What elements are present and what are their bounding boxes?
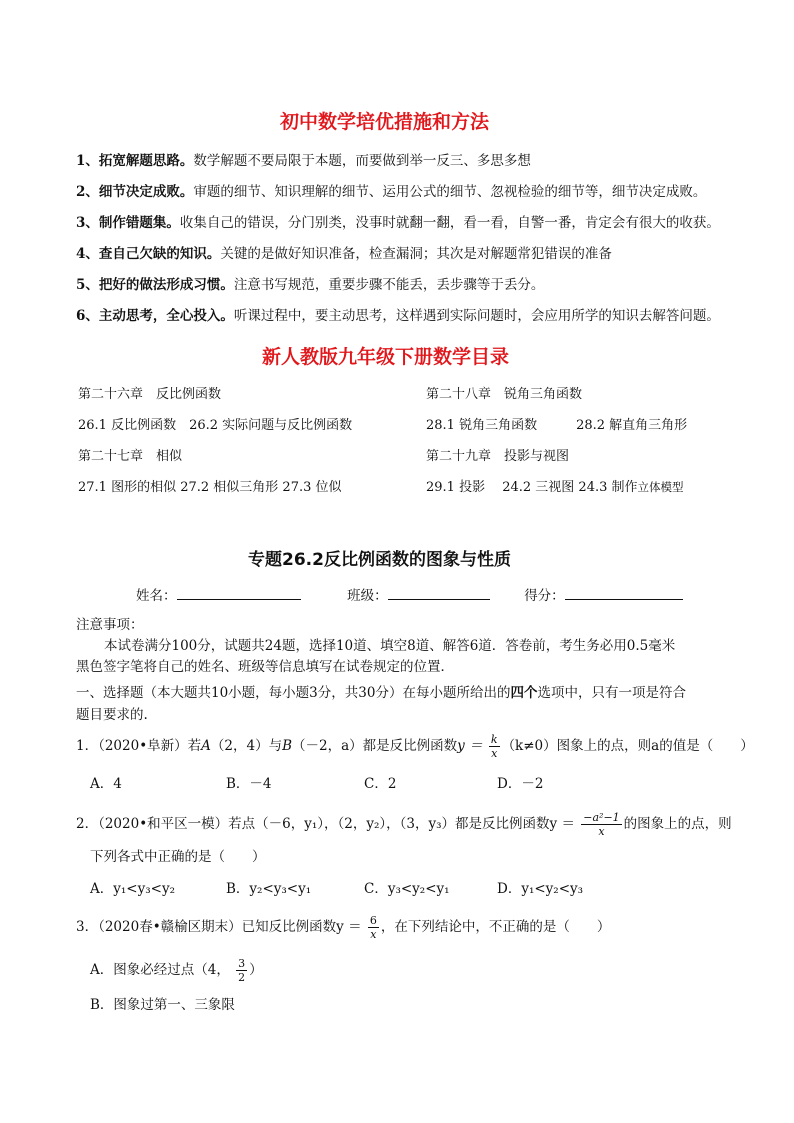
q3-option-b[interactable]: B．图象过第一、三象限	[90, 997, 235, 1013]
section-1-header	[76, 681, 686, 701]
q1-y-eq: y ＝	[457, 738, 483, 754]
toc-chapter-28: 第二十八章 锐角三角函数	[426, 387, 583, 402]
toc-chapter-26-sections: 26.1 反比例函数 26.2 实际问题与反比例函数	[78, 418, 353, 433]
info-row	[136, 584, 683, 604]
q1-cond: （k≠0）	[501, 738, 557, 754]
tip-5-text: 注意书写规范，重要步骤不能丢，丢步骤等于丢分。	[233, 277, 545, 293]
q1-point-b: B	[282, 738, 293, 754]
q1-point-a: A	[201, 738, 211, 754]
q2-frac-den: x	[598, 825, 605, 838]
toc-ch29-sections-main: 29.1 投影 24.2 三视图 24.3 制作	[426, 480, 638, 495]
tip-5-heading: 5、把好的做法形成习惯。	[76, 277, 234, 293]
q3-option-a[interactable]	[90, 957, 263, 984]
q3-option-a-frac-num: 3	[238, 957, 246, 970]
toc-chapter-26: 第二十六章 反比例函数	[78, 387, 222, 402]
tip-2-text: 审题的细节、知识理解的细节、运用公式的细节、忽视检验的细节等，细节决定成败。	[193, 184, 707, 200]
q1-text-b: 都是反比例函数	[362, 738, 458, 754]
section-1-header-plain: 一、选择题（本大题共10小题，每小题3分，共30分）在每小题所给出的	[76, 685, 511, 701]
q3-frac-den: x	[370, 928, 377, 941]
class-blank[interactable]	[388, 587, 490, 600]
tip-2-heading: 2、细节决定成败。	[76, 184, 194, 200]
tip-1-text: 数学解题不要局限于本题，而要做到举一反三、多思多想	[193, 153, 531, 169]
q3-option-a-close: ）	[249, 962, 263, 978]
question-2	[76, 811, 732, 838]
notes-line-1: 本试卷满分100分，试题共24题，选择10道、填空8道、解答6道．答卷前，考生务必用0.5毫米	[104, 638, 676, 654]
tip-4-heading: 4、查自己欠缺的知识。	[76, 246, 221, 262]
class-label: 班级：	[347, 588, 388, 604]
score-label: 得分：	[524, 588, 565, 604]
q1-number: 1．	[76, 738, 99, 754]
tip-item-3	[76, 211, 720, 231]
score-blank[interactable]	[565, 587, 683, 600]
q1-source: （2020•阜新）	[98, 738, 188, 754]
tip-3-heading: 3、制作错题集。	[76, 215, 180, 231]
tip-item-1	[76, 149, 531, 169]
name-label: 姓名：	[136, 588, 177, 604]
q1-text-a: 若	[187, 738, 202, 754]
toc-title: 新人教版九年级下册数学目录	[262, 346, 510, 368]
q1-frac-num: k	[490, 733, 498, 746]
q2-line-2: 下列各式中正确的是（ ）	[90, 849, 266, 865]
tip-item-5	[76, 273, 544, 293]
q2-text-a: 2．（2020•和平区一模）若点（－6，y₁），（2，y₂），（3，y₃）都是反比例函数y ＝	[76, 816, 575, 832]
tip-6-heading: 6、主动思考，全心投入。	[76, 308, 234, 324]
q2-frac-num: −a²−1	[583, 811, 620, 824]
notes-heading: 注意事项：	[76, 617, 144, 633]
name-blank[interactable]	[177, 587, 301, 600]
q3-option-a-text: A．图象必经过点（4，	[90, 962, 230, 978]
q3-text-a: 3．（2020春•赣榆区期末）已知反比例函数y ＝	[76, 919, 362, 935]
q2-fraction	[581, 811, 621, 838]
section-1-header-bold: 四个	[510, 685, 538, 701]
q2-option-d[interactable]: D．y₁<y₂<y₃	[497, 881, 584, 897]
q1-text-c: 图象上的点，则a的值是（ ）	[556, 738, 754, 754]
q1-option-d[interactable]: D．－2	[497, 776, 544, 792]
q1-coord-a: （2，4）与	[210, 738, 283, 754]
q2-option-a[interactable]: A．y₁<y₃<y₂	[90, 881, 175, 897]
q1-option-b[interactable]: B．－4	[226, 776, 272, 792]
question-3	[76, 914, 610, 941]
q2-option-b[interactable]: B．y₂<y₃<y₁	[226, 881, 312, 897]
tip-item-4	[76, 242, 612, 262]
q2-text-b: 的图象上的点，则	[623, 816, 732, 832]
q2-option-c[interactable]: C．y₃<y₂<y₁	[364, 881, 450, 897]
q3-text-b: ，在下列结论中，不正确的是（ ）	[380, 919, 611, 935]
q1-frac-den: x	[491, 747, 498, 760]
q3-option-a-frac-den: 2	[238, 971, 246, 984]
exam-title: 专题26.2反比例函数的图象与性质	[248, 550, 511, 570]
tip-1-heading: 1、拓宽解题思路。	[76, 153, 194, 169]
toc-chapter-27: 第二十七章 相似	[78, 449, 183, 464]
tip-4-text: 关键的是做好知识准备，检查漏洞；其次是对解题常犯错误的准备	[220, 246, 612, 262]
q1-coord-b: （－2，a）	[292, 738, 363, 754]
q1-option-a[interactable]: A．4	[90, 776, 122, 792]
section-1-header-line-2: 题目要求的.	[76, 707, 148, 723]
toc-chapter-28-sections: 28.1 锐角三角函数 28.2 解直角三角形	[426, 418, 688, 433]
section-1-header-tail: 选项中，只有一项是符合	[537, 685, 686, 701]
tip-item-2	[76, 180, 706, 200]
tip-6-text: 听课过程中，要主动思考，这样遇到实际问题时，会应用所学的知识去解答问题。	[233, 308, 720, 324]
question-1	[76, 733, 754, 760]
q3-option-a-fraction	[236, 957, 247, 984]
q3-fraction	[368, 914, 379, 941]
tip-item-6	[76, 304, 720, 324]
main-title: 初中数学培优措施和方法	[280, 111, 490, 133]
tip-3-text: 收集自己的错误，分门别类，没事时就翻一翻，看一看，自警一番，肯定会有很大的收获。	[179, 215, 720, 231]
q3-frac-num: 6	[369, 914, 377, 927]
q1-option-c[interactable]: C．2	[364, 776, 397, 792]
toc-ch29-sections-tail: 立体模型	[637, 480, 684, 494]
toc-chapter-27-sections: 27.1 图形的相似 27.2 相似三角形 27.3 位似	[78, 480, 342, 495]
q1-fraction	[489, 733, 500, 760]
notes-line-2: 黑色签字笔将自己的姓名、班级等信息填写在试卷规定的位置．	[76, 659, 454, 675]
toc-chapter-29-sections	[426, 476, 684, 495]
toc-chapter-29: 第二十九章 投影与视图	[426, 449, 570, 464]
